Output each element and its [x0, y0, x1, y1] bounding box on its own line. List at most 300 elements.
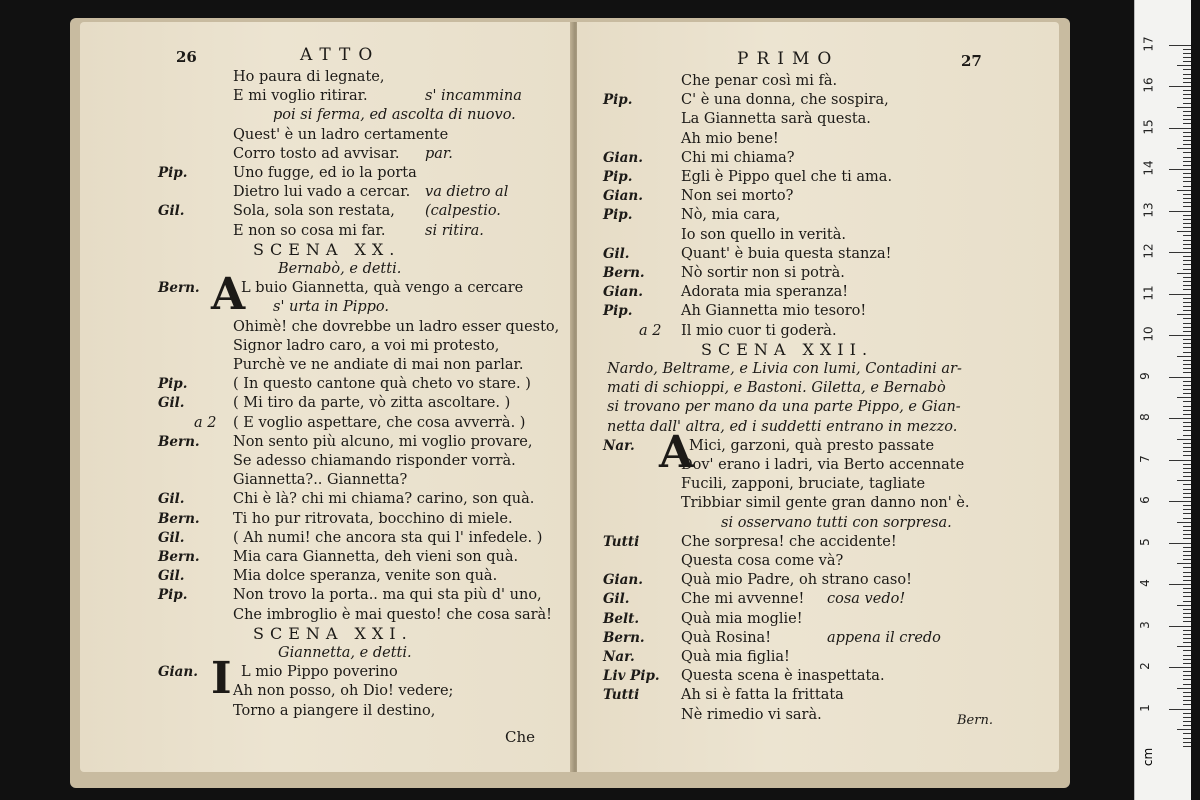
ruler-minor-tick — [1183, 659, 1191, 660]
ruler-tick — [1169, 418, 1191, 419]
speaker-label: Bern. — [158, 510, 200, 527]
ruler-minor-tick — [1183, 609, 1191, 610]
speaker-label: Bern. — [158, 433, 200, 450]
verse-line: Uno fugge, ed io la porta — [233, 165, 417, 181]
ruler-minor-tick — [1183, 161, 1191, 162]
ruler-minor-tick — [1183, 576, 1191, 577]
verse-line: Mia cara Giannetta, deh vieni son quà. — [233, 549, 519, 565]
verse-line: Quà mia moglie! — [681, 610, 803, 627]
ruler-minor-tick — [1177, 107, 1191, 108]
ruler-minor-tick — [1183, 111, 1191, 112]
verse-line: Quà mio Padre, oh strano caso! — [681, 572, 912, 589]
speaker-label: Gil. — [158, 529, 185, 546]
ruler-minor-tick — [1183, 136, 1191, 137]
ruler-minor-tick — [1183, 642, 1191, 643]
ruler-minor-tick — [1183, 401, 1191, 402]
speaker-label: a 2 — [194, 414, 217, 431]
stage-direction: va dietro al — [425, 184, 509, 201]
ruler-minor-tick — [1177, 273, 1191, 274]
ruler-minor-tick — [1183, 713, 1191, 714]
ruler-minor-tick — [1177, 605, 1191, 606]
ruler-minor-tick — [1183, 165, 1191, 166]
verse-line: E mi voglio ritirar. — [233, 88, 368, 105]
ruler-minor-tick — [1183, 82, 1191, 83]
drop-capital: A — [211, 269, 246, 321]
verse-line: ( In questo cantone quà cheto vo stare. ) — [233, 376, 531, 393]
ruler-minor-tick — [1183, 617, 1191, 618]
ruler-minor-tick — [1183, 406, 1191, 407]
catchword: Bern. — [957, 713, 993, 728]
ruler-minor-tick — [1177, 231, 1191, 232]
verse-line: Che penar così mi fà. — [681, 73, 838, 89]
ruler-minor-tick — [1177, 688, 1191, 689]
ruler-minor-tick — [1183, 78, 1191, 79]
ruler-minor-tick — [1183, 339, 1191, 340]
ruler-minor-tick — [1183, 264, 1191, 265]
ruler-minor-tick — [1183, 198, 1191, 199]
speaker-label: Gil. — [603, 245, 630, 262]
verse-line: Quant' è buia questa stanza! — [681, 245, 892, 262]
speaker-label: Bern. — [603, 265, 645, 281]
ruler-minor-tick — [1183, 733, 1191, 734]
ruler-tick — [1169, 128, 1191, 129]
speaker-label: Gil. — [158, 395, 185, 412]
ruler-number: 10 — [1141, 326, 1156, 342]
ruler-minor-tick — [1183, 534, 1191, 535]
ruler-minor-tick — [1183, 227, 1191, 228]
speaker-label: Bern. — [158, 280, 200, 297]
cast-line: netta dall' altra, ed i suddetti entrano in mezzo. — [607, 418, 958, 435]
scene-heading: SCENA XXII. — [701, 339, 874, 359]
ruler-minor-tick — [1183, 352, 1191, 353]
ruler-tick — [1169, 377, 1191, 378]
cast-line: si trovano per mano da una parte Pippo, e Gian- — [607, 399, 961, 416]
ruler-minor-tick — [1183, 468, 1191, 469]
speaker-label: Pip. — [603, 92, 633, 109]
stage-direction: par. — [425, 145, 453, 162]
ruler-minor-tick — [1183, 430, 1191, 431]
ruler-number: 14 — [1141, 160, 1156, 176]
ruler-number: 7 — [1137, 454, 1152, 463]
speaker-label: Gian. — [603, 188, 643, 205]
ruler-minor-tick — [1183, 298, 1191, 299]
speaker-label: Pip. — [603, 303, 633, 320]
speaker-label: Bern. — [603, 629, 645, 646]
ruler-tick — [1169, 294, 1191, 295]
speaker-label: Gian. — [603, 284, 643, 301]
verse-line: Ah mio bene! — [681, 130, 779, 147]
ruler-minor-tick — [1183, 302, 1191, 303]
drop-capital: A — [659, 426, 694, 478]
ruler-unit: cm — [1141, 747, 1156, 767]
ruler-minor-tick — [1183, 181, 1191, 182]
page-number: 27 — [961, 52, 982, 70]
verse-line: Chi mi chiama? — [681, 149, 795, 166]
ruler-number: 6 — [1137, 496, 1152, 504]
ruler-minor-tick — [1183, 489, 1191, 490]
ruler-minor-tick — [1183, 455, 1191, 456]
verse-line: Che imbroglio è mai questo! che cosa sarà! — [233, 606, 552, 623]
speaker-label: Nar. — [603, 437, 635, 454]
ruler-minor-tick — [1183, 472, 1191, 473]
ruler-minor-tick — [1183, 580, 1191, 581]
ruler-minor-tick — [1183, 223, 1191, 224]
verse-line: Signor ladro caro, a voi mi protesto, — [233, 337, 500, 354]
ruler-minor-tick — [1177, 563, 1191, 564]
verse-line: Dov' erano i ladri, via Berto accennate — [681, 457, 965, 473]
ruler-minor-tick — [1183, 277, 1191, 278]
ruler-minor-tick — [1183, 435, 1191, 436]
ruler-minor-tick — [1183, 601, 1191, 602]
speaker-label: Tutti — [603, 687, 640, 704]
ruler-minor-tick — [1183, 389, 1191, 390]
ruler-tick — [1169, 335, 1191, 336]
ruler-minor-tick — [1183, 53, 1191, 54]
ruler-minor-tick — [1183, 621, 1191, 622]
ruler-number: 16 — [1141, 77, 1156, 93]
verse-line: Mia dolce speranza, venite son quà. — [233, 568, 498, 585]
ruler-tick — [1169, 86, 1191, 87]
verse-line: ( Mi tiro da parte, vò zitta ascoltare. ) — [233, 395, 511, 412]
speaker-label: Gil. — [603, 591, 630, 608]
ruler-minor-tick — [1183, 157, 1191, 158]
ruler-minor-tick — [1183, 119, 1191, 120]
verse-line: Mici, garzoni, quà presto passate — [689, 437, 935, 454]
ruler-number: 11 — [1141, 284, 1156, 301]
ruler-number: 15 — [1141, 118, 1156, 135]
ruler-minor-tick — [1183, 700, 1191, 701]
verse-line: Ho paura di legnate, — [233, 69, 385, 85]
verse-line: Che mi avvenne! — [681, 591, 805, 608]
measurement-ruler — [1134, 0, 1191, 800]
ruler-minor-tick — [1183, 69, 1191, 70]
verse-line: L buio Giannetta, quà vengo a cercare — [241, 280, 524, 297]
ruler-tick — [1169, 584, 1191, 585]
stage-direction: cosa vedo! — [827, 591, 906, 608]
verse-line: Nè rimedio vi sarà. — [681, 706, 822, 723]
speaker-label: Tutti — [603, 533, 640, 550]
speaker-label: Pip. — [158, 165, 188, 181]
verse-line: Torno a piangere il destino, — [233, 702, 436, 719]
ruler-minor-tick — [1183, 61, 1191, 62]
ruler-minor-tick — [1183, 103, 1191, 104]
ruler-minor-tick — [1183, 152, 1191, 153]
verse-line: Quà Rosina! — [681, 629, 772, 646]
ruler-minor-tick — [1183, 289, 1191, 290]
verse-line: Sola, sola son restata, — [233, 203, 395, 220]
ruler-minor-tick — [1183, 692, 1191, 693]
verse-line: Egli è Pippo quel che ti ama. — [681, 169, 893, 185]
ruler-minor-tick — [1177, 65, 1191, 66]
verse-line: Ohimè! che dovrebbe un ladro esser questo, — [233, 318, 560, 335]
verse-line: Tribbiar simil gente gran danno non' è. — [681, 495, 970, 512]
ruler-minor-tick — [1183, 98, 1191, 99]
ruler-minor-tick — [1183, 331, 1191, 332]
ruler-minor-tick — [1183, 526, 1191, 527]
verse-line: Quest' è un ladro certamente — [233, 126, 449, 143]
verse-line: Fucili, zapponi, bruciate, tagliate — [681, 476, 926, 493]
ruler-minor-tick — [1183, 663, 1191, 664]
verse-line: Questa cosa come và? — [681, 553, 844, 569]
ruler-minor-tick — [1183, 422, 1191, 423]
speaker-label: Gian. — [158, 664, 198, 681]
ruler-minor-tick — [1183, 518, 1191, 519]
verse-line: Il mio cuor ti goderà. — [681, 322, 837, 339]
ruler-minor-tick — [1183, 144, 1191, 145]
speaker-label: Gil. — [158, 568, 185, 585]
ruler-minor-tick — [1183, 57, 1191, 58]
ruler-minor-tick — [1183, 310, 1191, 311]
ruler-minor-tick — [1183, 505, 1191, 506]
ruler-minor-tick — [1183, 240, 1191, 241]
verse-line: ( E voglio aspettare, che cosa avverrà. ) — [233, 414, 526, 431]
ruler-minor-tick — [1183, 123, 1191, 124]
ruler-minor-tick — [1183, 493, 1191, 494]
speaker-label: Pip. — [603, 207, 633, 224]
ruler-minor-tick — [1183, 393, 1191, 394]
ruler-minor-tick — [1183, 443, 1191, 444]
ruler-minor-tick — [1183, 94, 1191, 95]
ruler-minor-tick — [1183, 364, 1191, 365]
ruler-minor-tick — [1183, 381, 1191, 382]
verse-line: Adorata mia speranza! — [681, 284, 849, 301]
ruler-minor-tick — [1183, 372, 1191, 373]
ruler-minor-tick — [1183, 74, 1191, 75]
ruler-minor-tick — [1183, 464, 1191, 465]
ruler-minor-tick — [1183, 742, 1191, 743]
ruler-minor-tick — [1183, 725, 1191, 726]
drop-capital: I — [211, 653, 232, 705]
ruler-minor-tick — [1183, 202, 1191, 203]
ruler-minor-tick — [1183, 410, 1191, 411]
speaker-label: a 2 — [639, 322, 662, 339]
stage-direction: si ritira. — [425, 222, 484, 239]
ruler-minor-tick — [1177, 190, 1191, 191]
ruler-minor-tick — [1183, 547, 1191, 548]
verse-line: Non trovo la porta.. ma qui sta più d' uno, — [233, 587, 542, 604]
ruler-number: 2 — [1137, 662, 1152, 670]
ruler-minor-tick — [1183, 588, 1191, 589]
ruler-minor-tick — [1177, 356, 1191, 357]
ruler-number: 5 — [1137, 537, 1152, 546]
ruler-minor-tick — [1183, 509, 1191, 510]
ruler-number: 12 — [1141, 243, 1156, 259]
ruler-minor-tick — [1183, 451, 1191, 452]
ruler-minor-tick — [1183, 572, 1191, 573]
cast-line: mati di schioppi, e Bastoni. Giletta, e Bernabò — [607, 380, 946, 397]
ruler-minor-tick — [1183, 318, 1191, 319]
stage-direction: poi si ferma, ed ascolta di nuovo. — [273, 107, 516, 124]
ruler-minor-tick — [1183, 426, 1191, 427]
ruler-minor-tick — [1183, 260, 1191, 261]
ruler-minor-tick — [1183, 285, 1191, 286]
ruler-minor-tick — [1183, 414, 1191, 415]
ruler-number: 1 — [1137, 703, 1152, 712]
ruler-minor-tick — [1183, 115, 1191, 116]
ruler-minor-tick — [1183, 269, 1191, 270]
ruler-minor-tick — [1183, 49, 1191, 50]
verse-line: Ti ho pur ritrovata, bocchino di miele. — [233, 510, 513, 527]
speaker-label: Pip. — [158, 587, 188, 604]
ruler-minor-tick — [1183, 567, 1191, 568]
verse-line: Corro tosto ad avvisar. — [233, 145, 400, 162]
ruler-number: 9 — [1137, 371, 1152, 380]
ruler-minor-tick — [1183, 235, 1191, 236]
ruler-minor-tick — [1183, 368, 1191, 369]
ruler-minor-tick — [1183, 256, 1191, 257]
ruler-minor-tick — [1177, 148, 1191, 149]
verse-line: Se adesso chiamando risponder vorrà. — [233, 453, 516, 469]
verse-line: Ah si è fatta la frittata — [681, 687, 844, 704]
ruler-minor-tick — [1177, 646, 1191, 647]
verse-line: La Giannetta sarà questa. — [681, 111, 871, 128]
running-header: ATTO — [300, 45, 381, 65]
ruler-minor-tick — [1183, 244, 1191, 245]
speaker-label: Pip. — [603, 169, 633, 185]
ruler-minor-tick — [1183, 538, 1191, 539]
ruler-minor-tick — [1183, 476, 1191, 477]
ruler-minor-tick — [1183, 746, 1191, 747]
speaker-label: Nar. — [603, 649, 635, 665]
stage-direction: s' incammina — [425, 88, 522, 105]
cast-line: Nardo, Beltrame, e Livia con lumi, Contadini ar- — [607, 361, 962, 377]
scene-heading: SCENA XXI. — [253, 623, 413, 643]
ruler-tick — [1169, 626, 1191, 627]
ruler-minor-tick — [1183, 513, 1191, 514]
ruler-minor-tick — [1183, 717, 1191, 718]
ruler-tick — [1169, 709, 1191, 710]
verse-line: Che sorpresa! che accidente! — [681, 533, 897, 550]
verse-line: Giannetta?.. Giannetta? — [233, 472, 408, 489]
stage-direction: (calpestio. — [425, 203, 501, 220]
ruler-minor-tick — [1183, 194, 1191, 195]
ruler-minor-tick — [1183, 219, 1191, 220]
ruler-tick — [1169, 501, 1191, 502]
ruler-tick — [1169, 543, 1191, 544]
verse-line: Io son quello in verità. — [681, 226, 847, 243]
ruler-number: 4 — [1137, 579, 1152, 587]
scene-heading: SCENA XX. — [253, 239, 401, 259]
ruler-minor-tick — [1183, 177, 1191, 178]
ruler-minor-tick — [1183, 186, 1191, 187]
ruler-minor-tick — [1183, 132, 1191, 133]
verse-line: Ah non posso, oh Dio! vedere; — [233, 683, 454, 700]
ruler-minor-tick — [1183, 559, 1191, 560]
speaker-label: Bern. — [158, 549, 200, 565]
verse-line: E non so cosa mi far. — [233, 222, 386, 239]
ruler-minor-tick — [1183, 613, 1191, 614]
ruler-tick — [1169, 460, 1191, 461]
stage-direction: si osservano tutti con sorpresa. — [721, 514, 952, 531]
ruler-minor-tick — [1177, 314, 1191, 315]
ruler-minor-tick — [1177, 439, 1191, 440]
ruler-minor-tick — [1183, 596, 1191, 597]
ruler-minor-tick — [1183, 447, 1191, 448]
ruler-minor-tick — [1183, 696, 1191, 697]
left-page — [80, 22, 573, 772]
speaker-label: Pip. — [158, 376, 188, 393]
verse-line: Nò, mia cara, — [681, 207, 781, 224]
ruler-number: 3 — [1137, 620, 1152, 629]
running-header: PRIMO — [737, 49, 840, 69]
ruler-number: 8 — [1137, 413, 1152, 421]
ruler-minor-tick — [1177, 729, 1191, 730]
verse-line: C' è una donna, che sospira, — [681, 92, 889, 109]
ruler-minor-tick — [1183, 484, 1191, 485]
ruler-minor-tick — [1183, 551, 1191, 552]
verse-line: Questa scena è inaspettata. — [681, 668, 885, 685]
ruler-tick — [1169, 169, 1191, 170]
ruler-minor-tick — [1183, 630, 1191, 631]
speaker-label: Gian. — [603, 572, 643, 589]
ruler-number: 17 — [1141, 35, 1156, 52]
ruler-tick — [1169, 667, 1191, 668]
verse-line: Non sei morto? — [681, 188, 794, 205]
ruler-minor-tick — [1183, 738, 1191, 739]
ruler-minor-tick — [1183, 638, 1191, 639]
ruler-minor-tick — [1183, 206, 1191, 207]
speaker-label: Gil. — [158, 491, 185, 508]
ruler-minor-tick — [1183, 684, 1191, 685]
ruler-minor-tick — [1183, 721, 1191, 722]
ruler-minor-tick — [1183, 90, 1191, 91]
ruler-minor-tick — [1183, 347, 1191, 348]
stage-direction: appena il credo — [827, 629, 941, 646]
ruler-minor-tick — [1183, 327, 1191, 328]
ruler-minor-tick — [1183, 530, 1191, 531]
ruler-minor-tick — [1183, 655, 1191, 656]
verse-line: Chi è là? chi mi chiama? carino, son quà. — [233, 491, 535, 508]
ruler-minor-tick — [1177, 480, 1191, 481]
speaker-label: Gian. — [603, 149, 643, 166]
speaker-label: Liv Pip. — [603, 668, 660, 685]
ruler-minor-tick — [1183, 704, 1191, 705]
ruler-tick — [1169, 252, 1191, 253]
ruler-minor-tick — [1183, 675, 1191, 676]
ruler-minor-tick — [1183, 306, 1191, 307]
verse-line: Nò sortir non si potrà. — [681, 265, 845, 281]
verse-line: Purchè ve ne andiate di mai non parlar. — [233, 357, 524, 373]
ruler-minor-tick — [1183, 215, 1191, 216]
verse-line: L mio Pippo poverino — [241, 664, 398, 681]
cast-line: Giannetta, e detti. — [278, 645, 412, 661]
ruler-minor-tick — [1183, 650, 1191, 651]
ruler-minor-tick — [1183, 497, 1191, 498]
speaker-label: Gil. — [158, 203, 185, 220]
ruler-minor-tick — [1183, 385, 1191, 386]
stage-direction: s' urta in Pippo. — [273, 299, 390, 316]
ruler-minor-tick — [1183, 173, 1191, 174]
ruler-minor-tick — [1183, 248, 1191, 249]
ruler-minor-tick — [1183, 679, 1191, 680]
verse-line: ( Ah numi! che ancora sta qui l' infedele. ) — [233, 529, 543, 546]
ruler-minor-tick — [1183, 555, 1191, 556]
right-page — [577, 22, 1059, 772]
ruler-minor-tick — [1183, 360, 1191, 361]
verse-line: Quà mia figlia! — [681, 649, 790, 665]
page-number: 26 — [176, 48, 197, 66]
ruler-minor-tick — [1183, 281, 1191, 282]
ruler-number: 13 — [1141, 201, 1156, 218]
ruler-tick — [1169, 211, 1191, 212]
verse-line: Ah Giannetta mio tesoro! — [681, 303, 867, 320]
ruler-minor-tick — [1183, 343, 1191, 344]
ruler-minor-tick — [1183, 592, 1191, 593]
verse-line: Dietro lui vado a cercar. — [233, 184, 411, 201]
speaker-label: Belt. — [603, 610, 640, 627]
ruler-tick — [1169, 45, 1191, 46]
ruler-minor-tick — [1183, 634, 1191, 635]
